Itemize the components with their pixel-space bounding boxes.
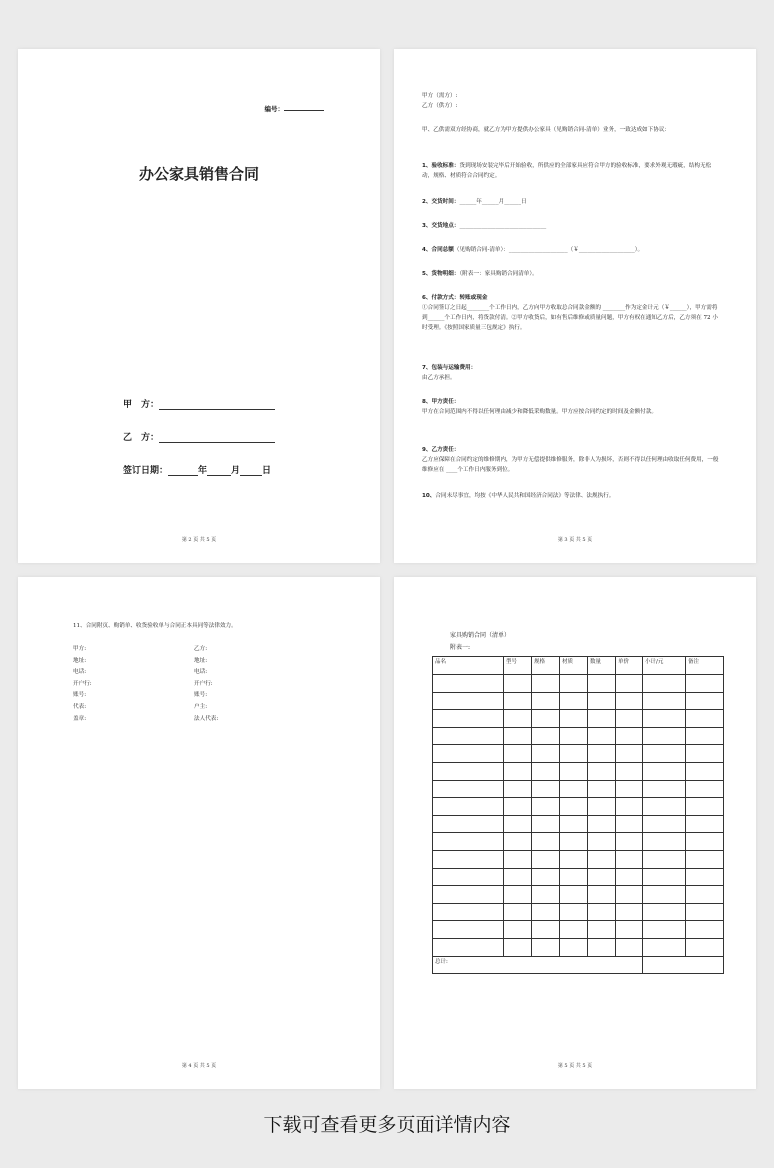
table-cell [616, 850, 643, 868]
table-cell [686, 938, 724, 956]
table-cell [560, 868, 588, 886]
table-cell [616, 798, 643, 816]
table-cell [686, 815, 724, 833]
day-label: 日 [262, 466, 272, 476]
table-cell [560, 692, 588, 710]
table-cell [504, 903, 532, 921]
sign-date-label: 签订日期： [123, 466, 169, 476]
table-cell [616, 815, 643, 833]
table-cell [532, 798, 560, 816]
clause-title: 4、合同总额 [422, 247, 454, 253]
table-cell [686, 833, 724, 851]
info-line: 代表: [73, 703, 87, 710]
table-row [433, 798, 724, 816]
table-cell [588, 886, 616, 904]
document-page-list [394, 577, 756, 1089]
year-underline [168, 467, 198, 476]
info-line: 法人代表: [194, 715, 219, 722]
party-b-field [123, 430, 275, 443]
page-footer: 第 5 页 共 5 页 [557, 1063, 593, 1069]
document-page-cover [18, 49, 380, 563]
serial-underline [284, 105, 324, 111]
table-cell [643, 815, 686, 833]
table-cell [560, 815, 588, 833]
table-cell [588, 675, 616, 693]
table-cell [588, 868, 616, 886]
clause-title: 1、验收标准： [422, 163, 460, 169]
table-cell [504, 921, 532, 939]
table-cell [504, 798, 532, 816]
table-cell [616, 727, 643, 745]
table-cell [532, 692, 560, 710]
info-line: 电话: [73, 669, 87, 676]
info-line: 乙方: [194, 646, 208, 652]
table-cell [686, 710, 724, 728]
table-row [433, 692, 724, 710]
table-cell [532, 938, 560, 956]
table-cell [532, 745, 560, 763]
party-a-label: 甲 方： [123, 400, 160, 410]
table-cell [643, 745, 686, 763]
table-cell [643, 903, 686, 921]
table-cell [433, 938, 504, 956]
table-row [433, 710, 724, 728]
table-cell [643, 938, 686, 956]
table-cell [504, 886, 532, 904]
table-cell [643, 798, 686, 816]
table-row [433, 868, 724, 886]
table-cell [616, 675, 643, 693]
table-row [433, 780, 724, 798]
table-cell [616, 745, 643, 763]
contract-title: 办公家具销售合同 [138, 165, 259, 183]
table-cell [588, 850, 616, 868]
table-cell [588, 798, 616, 816]
table-cell [686, 727, 724, 745]
table-cell [532, 921, 560, 939]
table-cell [588, 780, 616, 798]
table-cell [532, 886, 560, 904]
clause-9 [422, 445, 722, 475]
party-b-info [194, 644, 218, 725]
table-cell [532, 868, 560, 886]
table-cell [588, 727, 616, 745]
table-cell [588, 692, 616, 710]
table-cell [433, 903, 504, 921]
party-b-underline [159, 434, 275, 443]
table-cell [433, 868, 504, 886]
table-cell [616, 868, 643, 886]
clause-text: 乙方应保障在合同约定的维修期内，为甲方无偿提供维修服务，除非人为损坏，否则不得以任何理由收取任何费用，一般维修应在 ____个工作日内服务到位。 [422, 457, 719, 473]
table-cell [560, 938, 588, 956]
clause-1 [422, 161, 722, 181]
table-cell [686, 921, 724, 939]
document-page-signatures [18, 577, 380, 1089]
clause-title: 8、甲方责任： [422, 399, 460, 405]
clause-text: 合同未尽事宜，均按《中华人民共和国经济合同法》等法律、法规执行。 [435, 493, 615, 499]
clause-10 [422, 491, 722, 501]
column-header: 规格 [532, 657, 560, 675]
table-cell [686, 675, 724, 693]
table-cell [643, 780, 686, 798]
list-title: 家具购销合同（清单） [450, 632, 511, 639]
page-footer: 第 3 页 共 5 页 [557, 537, 593, 543]
info-line: 开户行: [194, 680, 213, 687]
clause-text: ①合同签订之日起________个工作日内，乙方向甲方收取总合同款金额的 ________作为定金计元（￥______），甲方需将到______个工作日内，将货款付清。②甲方收货后，如有售后维修或质量问题，甲方有权在通知乙方后，乙方须在 72 小时受理。《按照国家质量三包规定》执行。 [422, 305, 718, 331]
serial-label: 编号： [264, 105, 284, 113]
table-cell [686, 762, 724, 780]
table-cell [532, 762, 560, 780]
table-cell [686, 903, 724, 921]
table-cell [588, 710, 616, 728]
info-line: 电话: [194, 669, 208, 676]
table-cell [504, 868, 532, 886]
table-row [433, 903, 724, 921]
table-cell [643, 850, 686, 868]
clause-3 [422, 221, 722, 231]
table-cell [433, 710, 504, 728]
column-header: 材质 [560, 657, 588, 675]
serial-number [265, 104, 325, 113]
clause-4 [422, 245, 722, 255]
table-cell [504, 692, 532, 710]
table-cell [643, 692, 686, 710]
column-header: 品名 [433, 657, 504, 675]
table-cell [504, 710, 532, 728]
table-cell [560, 921, 588, 939]
info-line: 地址: [73, 657, 87, 664]
party-a-line: 甲方（需方）: [422, 93, 458, 99]
clause-title: 2、交货时间： [422, 199, 460, 205]
clause-text: _______________________________ [459, 223, 547, 229]
total-value [643, 956, 724, 974]
table-cell [588, 762, 616, 780]
party-lines [422, 91, 722, 111]
info-line: 甲方: [73, 646, 87, 652]
clause-title: 10、 [422, 493, 436, 499]
info-line: 账号: [73, 692, 87, 699]
clause-text: 货到现场安装完毕后开始验收，所供应的全部家具应符合甲方的验收标准，要求外观无瑕疵，结构无松动，规格、材质符合合同约定。 [422, 163, 712, 179]
page-footer: 第 4 页 共 5 页 [181, 1063, 217, 1069]
table-cell [588, 921, 616, 939]
table-header-row [433, 657, 724, 675]
table-cell [616, 780, 643, 798]
table-cell [560, 798, 588, 816]
table-row [433, 675, 724, 693]
table-cell [560, 745, 588, 763]
table-cell [686, 780, 724, 798]
goods-table [432, 656, 724, 974]
table-cell [588, 815, 616, 833]
party-b-label: 乙 方： [123, 433, 160, 443]
clause-11: 11、合同附页、购销单、收货验收单与合同正本具同等法律效力。 [73, 623, 237, 629]
clause-title: 9、乙方责任： [422, 447, 460, 453]
table-cell [504, 762, 532, 780]
info-line: 盖章: [73, 715, 87, 722]
table-row [433, 833, 724, 851]
table-cell [433, 727, 504, 745]
table-cell [532, 833, 560, 851]
table-cell [588, 903, 616, 921]
table-cell [433, 798, 504, 816]
table-cell [433, 692, 504, 710]
table-cell [560, 727, 588, 745]
table-cell [616, 833, 643, 851]
table-cell [560, 675, 588, 693]
table-cell [588, 938, 616, 956]
table-row [433, 886, 724, 904]
intro-paragraph: 甲、乙供需双方经协商，就乙方为甲方提供办公家具（见购销合同-清单）业务，一致达成如下协议： [422, 127, 671, 133]
table-cell [532, 850, 560, 868]
clause-5 [422, 269, 722, 279]
clause-text: 甲方在合同范围内不得以任何理由减少和降低采购数量。甲方应按合同约定的时间及金额付款。 [422, 409, 657, 415]
table-row [433, 727, 724, 745]
column-header: 数量 [588, 657, 616, 675]
clause-2 [422, 197, 722, 207]
table-cell [433, 815, 504, 833]
page-footer: 第 2 页 共 5 页 [181, 537, 217, 543]
table-cell [560, 780, 588, 798]
table-cell [643, 727, 686, 745]
table-row [433, 745, 724, 763]
table-cell [560, 886, 588, 904]
table-cell [433, 921, 504, 939]
table-cell [560, 903, 588, 921]
clause-title: 3、交货地点： [422, 223, 460, 229]
table-cell [433, 886, 504, 904]
info-line: 开户行: [73, 680, 92, 687]
table-cell [504, 938, 532, 956]
clause-6 [422, 293, 722, 333]
total-label: 总计: [433, 956, 643, 974]
table-cell [532, 903, 560, 921]
table-cell [686, 798, 724, 816]
table-cell [588, 833, 616, 851]
table-cell [560, 850, 588, 868]
month-label: 月 [231, 466, 241, 476]
table-cell [504, 850, 532, 868]
column-header: 小计/元 [643, 657, 686, 675]
table-cell [643, 833, 686, 851]
table-cell [560, 710, 588, 728]
sign-date-field [123, 463, 271, 476]
clause-8 [422, 397, 722, 417]
table-cell [532, 780, 560, 798]
clause-title: 6、付款方式：转账或现金 [422, 295, 488, 301]
table-cell [616, 762, 643, 780]
table-cell [643, 868, 686, 886]
table-cell [643, 675, 686, 693]
party-b-line: 乙方（供方）: [422, 103, 458, 109]
table-cell [532, 710, 560, 728]
clause-text: ______年______月______日 [459, 199, 527, 205]
party-a-info [73, 644, 92, 725]
table-cell [686, 886, 724, 904]
table-cell [686, 745, 724, 763]
table-cell [616, 692, 643, 710]
table-cell [433, 762, 504, 780]
column-header: 备注 [686, 657, 724, 675]
table-cell [504, 815, 532, 833]
clause-text: 由乙方承担。 [422, 375, 456, 381]
party-a-underline [159, 401, 275, 410]
table-cell [504, 780, 532, 798]
table-cell [504, 675, 532, 693]
party-a-field [123, 397, 275, 410]
list-subtitle: 附表一: [450, 644, 471, 651]
table-cell [686, 692, 724, 710]
clause-7 [422, 363, 722, 383]
table-cell [433, 675, 504, 693]
table-cell [686, 850, 724, 868]
table-cell [560, 833, 588, 851]
table-cell [433, 833, 504, 851]
table-cell [532, 675, 560, 693]
table-cell [504, 727, 532, 745]
table-cell [616, 938, 643, 956]
table-row [433, 815, 724, 833]
table-cell [433, 850, 504, 868]
clause-text: （附表一：家具购销合同清单）。 [459, 271, 538, 277]
table-cell [643, 710, 686, 728]
table-cell [588, 745, 616, 763]
table-cell [643, 921, 686, 939]
table-cell [504, 833, 532, 851]
table-cell [616, 886, 643, 904]
column-header: 型号 [504, 657, 532, 675]
table-cell [532, 727, 560, 745]
year-label: 年 [198, 466, 208, 476]
clause-text: （见购销合同-清单）：_____________________（￥____________________）。 [453, 247, 644, 253]
day-underline [240, 467, 262, 476]
clause-title: 5、货物明细： [422, 271, 460, 277]
table-row [433, 938, 724, 956]
table-cell [643, 886, 686, 904]
table-row [433, 921, 724, 939]
table-cell [616, 903, 643, 921]
info-line: 户主: [194, 703, 208, 710]
month-underline [207, 467, 231, 476]
info-line: 地址: [194, 657, 208, 664]
table-cell [686, 868, 724, 886]
table-cell [433, 745, 504, 763]
document-page-terms [394, 49, 756, 563]
table-cell [616, 921, 643, 939]
info-line: 账号: [194, 692, 208, 699]
clause-title: 7、包装与运输费用： [422, 365, 477, 371]
table-cell [504, 745, 532, 763]
table-row [433, 850, 724, 868]
table-cell [616, 710, 643, 728]
download-caption: 下载可查看更多页面详情内容 [263, 1114, 511, 1136]
table-cell [532, 815, 560, 833]
table-cell [433, 780, 504, 798]
table-row [433, 762, 724, 780]
column-header: 单价 [616, 657, 643, 675]
total-row [433, 956, 724, 974]
table-cell [560, 762, 588, 780]
table-cell [643, 762, 686, 780]
